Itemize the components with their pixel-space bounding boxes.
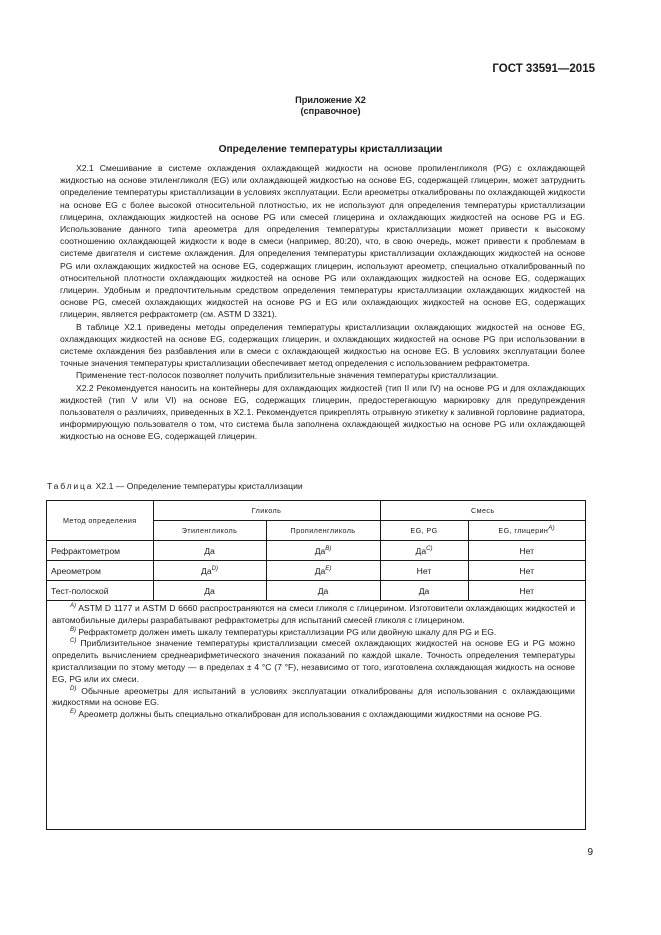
value-text: Да bbox=[201, 565, 212, 576]
value-cell bbox=[153, 541, 266, 561]
footnote-mark: C) bbox=[426, 545, 433, 552]
header-eg-pg: EG, PG bbox=[380, 521, 468, 541]
paragraph: Применение тест-полосок позволяет получить приблизительные значения температуры кристаллизации. bbox=[76, 370, 499, 381]
table-row bbox=[47, 581, 585, 601]
footnote-mark: B) bbox=[325, 545, 332, 552]
header-eg-glycerin bbox=[468, 521, 585, 541]
header-mixture: Смесь bbox=[380, 501, 585, 521]
header-method: Метод определения bbox=[47, 501, 153, 541]
table-footnotes bbox=[47, 603, 585, 721]
footnote bbox=[52, 627, 575, 639]
paragraph: Х2.1 Смешивание в системе охлаждения охлаждающей жидкости на основе пропиленгликоля (PG) с охлаждающей жидкостью на основе этиленгликоля (EG) или охлаждающей жидкостью на основе EG, содержащей глицерин, может затруднить определение температуры кристаллизации в условиях эксплуатации. Если ареометры откалиброваны по охлаждающей жидкости на основе EG с более высокой относительной плотностью, их не используют для определения температуры кристаллизации глицерина, охлаждающих жидкостей на основе PG или смесей глицерина и охлаждающих жидкостей на основе PG и EG. Использование данного типа ареометра для определения температуры кристаллизации может привести к высокому соотношению охлаждающей жидкости к воде в смеси (например, 80:20), что, в свою очередь, может привести к проблемам в системе двигателя и системе охлаждения. Для определения температуры кристаллизации охлаждающих жидкостей на основе PG или охлаждающих жидкостей на основе EG, содержащих глицерин, используют ареометр, специально откалиброванный по относительной плотности охлаждающих жидкостей на основе PG или охлаждающих жидкостей на основе EG, содержащих глицерин. Удобным и предпочтительным средством определения температуры кристаллизации охлаждающих жидкостей на основе PG, смесей охлаждающих жидкостей на основе PG и EG или охлаждающих жидкостей на основе EG, содержащих глицерин, является рефрактометр (см. ASTM D 3321). bbox=[60, 163, 585, 320]
value-cell bbox=[153, 581, 266, 601]
value-cell: Нет bbox=[468, 561, 585, 581]
footnote bbox=[52, 638, 575, 685]
method-cell: Ареометром bbox=[47, 561, 153, 581]
footnote-mark: B) bbox=[70, 626, 76, 633]
body-text bbox=[60, 162, 585, 443]
table-caption bbox=[47, 481, 303, 491]
value-cell bbox=[380, 541, 468, 561]
table-row bbox=[47, 541, 585, 561]
header-glycol: Гликоль bbox=[153, 501, 380, 521]
value-text: Да bbox=[204, 545, 215, 556]
value-cell: Нет bbox=[468, 581, 585, 601]
footnote-text: Приблизительное значение температуры кристаллизации смесей охлаждающих жидкостей на основе EG и PG можно определить вычислением среднеарифметического значения показаний по каждой шкале. Точность определения температуры кристаллизации по этому методу — в пределах ± 4 °C (7 °F), независимо от того, изготовлена охлаждающая жидкость на основе EG, PG или их смеси. bbox=[52, 638, 575, 684]
value-cell bbox=[266, 581, 380, 601]
value-cell bbox=[266, 561, 380, 581]
value-text: Нет bbox=[416, 565, 432, 576]
footnote-mark: D) bbox=[70, 685, 77, 692]
document-code: ГОСТ 33591—2015 bbox=[492, 63, 595, 75]
header-ethylene-glycol: Этиленгликоль bbox=[153, 521, 266, 541]
value-cell bbox=[380, 581, 468, 601]
value-cell bbox=[153, 561, 266, 581]
footnote-mark: E) bbox=[70, 709, 76, 716]
method-cell: Рефрактометром bbox=[47, 541, 153, 561]
footnote bbox=[52, 709, 575, 721]
value-cell bbox=[266, 541, 380, 561]
footnote-mark: D) bbox=[211, 565, 218, 572]
value-cell bbox=[380, 561, 468, 581]
value-text: Да bbox=[204, 585, 215, 596]
crystallization-table-frame bbox=[46, 500, 586, 830]
paragraph: Х2.2 Рекомендуется наносить на контейнеры для охлаждающих жидкостей (тип II или IV) на основе PG и для охлаждающих жидкостей (тип V или VI) на основе EG, содержащих глицерин, предостерегающую маркировку для предупреждения пользователя о различиях, приведенных в Х2.1. Рекомендуется прикреплять отрывную этикетку к заливной горловине радиатора, информирующую пользователя о том, что система была заполнена охлаждающей жидкостью на основе PG или охлаждающей жидкостью на основе EG, содержащей глицерин. bbox=[60, 382, 585, 442]
header-eg-glycerin-text: EG, глицерин bbox=[498, 526, 549, 535]
value-text: Да bbox=[314, 565, 326, 576]
footnote-mark: A) bbox=[70, 603, 76, 610]
value-text: Да bbox=[418, 585, 430, 596]
value-text: Да bbox=[415, 545, 427, 556]
method-cell: Тест-полоской bbox=[47, 581, 153, 601]
value-text: Да bbox=[317, 585, 329, 596]
footnote-mark: E) bbox=[325, 565, 332, 572]
table-caption-label: Таблица bbox=[47, 481, 94, 491]
footnote-mark: C) bbox=[70, 638, 77, 645]
footnote-mark: A) bbox=[548, 525, 556, 532]
value-cell: Нет bbox=[468, 541, 585, 561]
appendix-subtitle: (справочное) bbox=[300, 106, 361, 116]
header-propylene-glycol: Пропиленгликоль bbox=[266, 521, 380, 541]
footnote-text: Рефрактометр должен иметь шкалу температуры кристаллизации PG или двойную шкалу для PG и EG. bbox=[76, 626, 497, 637]
appendix-title: Приложение Х2 bbox=[295, 95, 366, 105]
footnote bbox=[52, 686, 575, 710]
footnote-text: Ареометр должны быть специально откалиброван для использования с охлаждающими жидкостями на основе PG. bbox=[76, 709, 543, 720]
appendix-heading bbox=[0, 95, 661, 117]
footnote bbox=[52, 603, 575, 627]
value-text: Да bbox=[314, 545, 326, 556]
section-title: Определение температуры кристаллизации bbox=[218, 144, 443, 155]
paragraph: В таблице Х2.1 приведены методы определения температуры кристаллизации охлаждающих жидкостей на основе EG, охлаждающих жидкостей на основе EG, содержащих глицерин, и охлаждающих жидкостей на основе PG при использовании в системе охлаждения без разбавления или в смеси с охлаждающей жидкостью на основе EG. В условиях эксплуатации более точные значения температуры кристаллизации обеспечивает метод определения с использованием рефрактометра. bbox=[60, 321, 585, 369]
footnote-text: ASTM D 1177 и ASTM D 6660 распространяются на смеси гликоля с глицерином. Изготовители охлаждающих жидкостей и автомобильные дилеры разрабатывают рефрактометры для испытаний смесей гликоля с глицерином. bbox=[52, 603, 575, 625]
page-number: 9 bbox=[587, 847, 593, 858]
table-caption-text: Х2.1 — Определение температуры кристаллизации bbox=[93, 481, 303, 491]
footnote-text: Обычные ареометры для испытаний в условиях эксплуатации откалиброваны для использования с охлаждающими жидкостями на основе EG. bbox=[52, 685, 575, 708]
table-header-row bbox=[47, 501, 585, 521]
table-row bbox=[47, 561, 585, 581]
crystallization-table bbox=[47, 501, 585, 601]
